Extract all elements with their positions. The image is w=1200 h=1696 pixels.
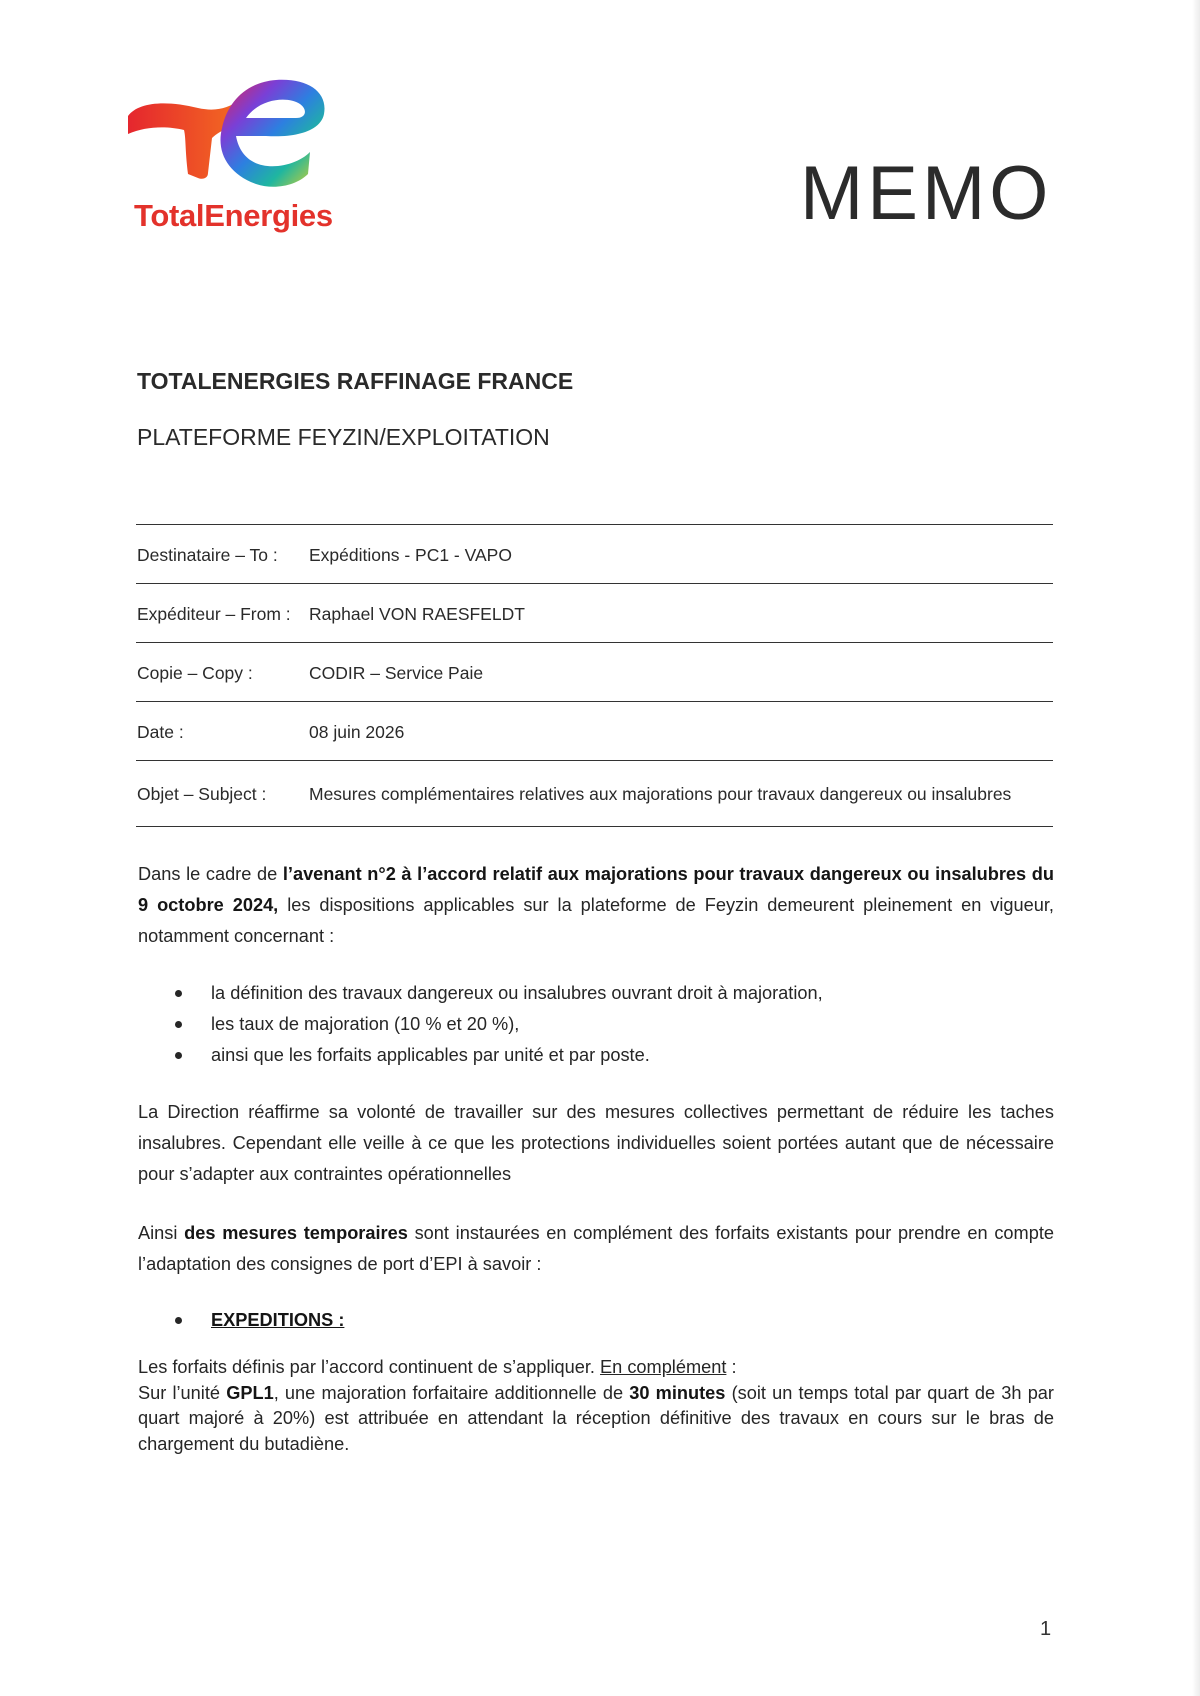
expeditions-text: , une majoration forfaitaire additionnelle de <box>273 1382 630 1403</box>
list-item: les taux de majoration (10 % et 20 %), <box>138 1009 1038 1040</box>
page-number: 1 <box>1040 1618 1052 1640</box>
subject-value: Mesures complémentaires relatives aux majorations pour travaux dangereux ou insalubres <box>309 784 1012 804</box>
measures-text-rest: sont instaurées en complément des forfaits existants pour prendre en compte l’adaptation des consignes de port d’EPI à savoir : <box>138 1223 1054 1274</box>
direction-paragraph: La Direction réaffirme sa volonté de travailler sur des mesures collectives permettant de réduire les taches insalubres. Cependant elle veille à ce que les protections individuelles soient portées autant que de nécessaire pour s’adapter aux contraintes opérationnelles <box>138 1102 1054 1184</box>
expeditions-text: Les forfaits définis par l’accord continuent de s’appliquer. <box>138 1357 601 1377</box>
logo-wordmark: TotalEnergies <box>134 198 333 233</box>
header-rule <box>136 760 1053 761</box>
measures-bold-text: des mesures temporaires <box>184 1223 408 1243</box>
intro-text-rest: les dispositions applicables sur la plateforme de Feyzin demeurent pleinement en vigueur, notamment concernant : <box>138 895 1054 946</box>
platform-name: PLATEFORME FEYZIN/EXPLOITATION <box>137 424 550 450</box>
copy-value: CODIR – Service Paie <box>309 663 484 683</box>
expeditions-underline-text: En complément <box>600 1357 727 1377</box>
to-label: Destinataire – To : <box>137 545 278 565</box>
company-logo <box>128 78 358 243</box>
expeditions-paragraph <box>138 1355 1054 1457</box>
header-rule <box>136 826 1053 827</box>
measures-text: Ainsi <box>138 1223 185 1243</box>
company-name: TOTALENERGIES RAFFINAGE FRANCE <box>137 368 574 394</box>
measures-paragraph <box>138 1218 1054 1280</box>
header-rule <box>136 524 1053 525</box>
to-value: Expéditions - PC1 - VAPO <box>309 545 512 565</box>
intro-bold-text: l’avenant n°2 à l’accord relatif aux majorations pour travaux dangereux ou insalubres du 9 octobre 2024, <box>138 864 1054 915</box>
from-value: Raphael VON RAESFELDT <box>309 604 525 624</box>
dispositions-list <box>138 978 1038 1071</box>
totalenergies-logo-icon <box>128 78 358 198</box>
expeditions-text-end: : <box>726 1357 737 1377</box>
expeditions-text: (soit un temps total par quart de 3h par quart majoré à 20%) est attribuée en attendant la réception définitive des travaux en cours sur le bras de chargement du butadiène. <box>138 1382 1054 1454</box>
date-value: 08 juin 2026 <box>309 722 405 742</box>
subject-label: Objet – Subject : <box>137 784 267 804</box>
copy-label: Copie – Copy : <box>137 663 253 683</box>
date-label: Date : <box>137 722 184 742</box>
from-label: Expéditeur – From : <box>137 604 291 624</box>
header-rule <box>136 583 1053 584</box>
memo-title: MEMO <box>800 151 1053 236</box>
header-rule <box>136 701 1053 702</box>
intro-paragraph <box>138 859 1054 952</box>
header-rule <box>136 642 1053 643</box>
intro-text: Dans le cadre de <box>138 864 283 884</box>
page-edge <box>1192 0 1200 1696</box>
bullet-icon <box>175 1317 182 1324</box>
duration-value: 30 minutes <box>629 1382 726 1403</box>
list-item: ainsi que les forfaits applicables par unité et par poste. <box>138 1040 1038 1071</box>
unit-name: GPL1 <box>226 1382 274 1403</box>
expeditions-text: Sur l’unité <box>138 1382 227 1403</box>
list-item: la définition des travaux dangereux ou insalubres ouvrant droit à majoration, <box>138 978 1038 1009</box>
section-title: EXPEDITIONS : <box>211 1310 345 1330</box>
